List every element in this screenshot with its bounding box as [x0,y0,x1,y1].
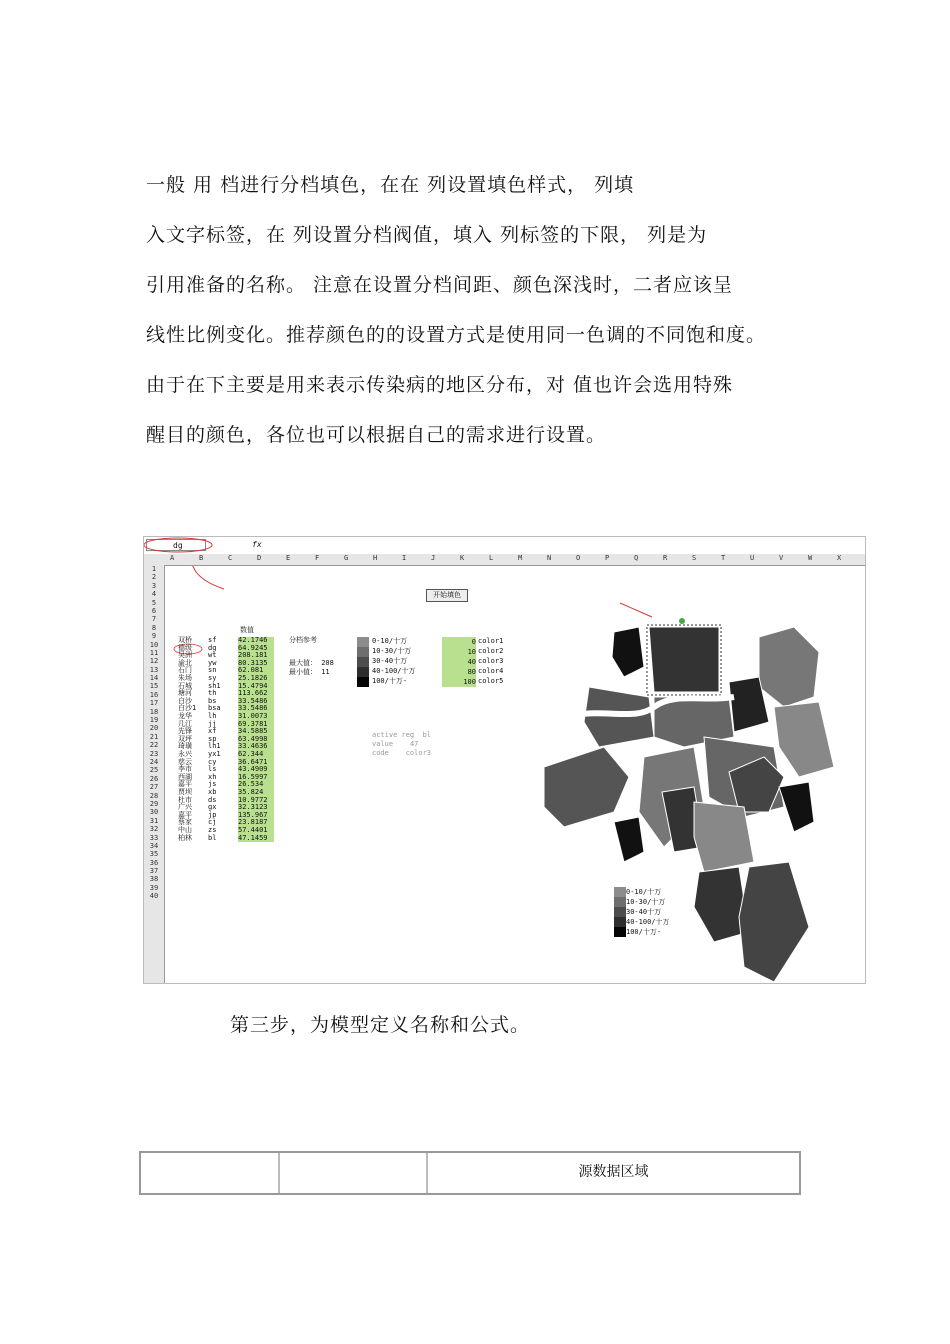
region-name[interactable]: 永兴 [178,750,192,758]
column-letter: O [576,554,581,562]
legend-swatch [614,917,626,927]
bin-swatch [357,647,369,657]
region-value[interactable]: 69.3781 [238,721,274,729]
region-name[interactable]: 双坪 [178,734,192,743]
bin-threshold: 100 [442,677,476,687]
region-code[interactable]: jj [208,719,217,728]
row-number: 34 [149,841,159,850]
bin-label: 40-100/十万 [372,667,416,675]
region-code[interactable]: zs [208,826,217,834]
region-name[interactable]: 龙华 [178,712,192,720]
region-code[interactable]: jp [208,810,217,819]
region-name[interactable]: 吴洲 [178,651,192,660]
region-name[interactable]: 双桥 [178,636,192,644]
column-letter: C [228,554,233,562]
column-letter: M [518,554,523,562]
map-region [584,687,654,747]
row-number: 38 [149,875,159,884]
column-letter: V [779,554,784,562]
region-name[interactable]: 渝北 [178,658,192,667]
row-number: 29 [149,799,159,808]
column-letter: Q [634,554,639,562]
region-value[interactable]: 80.3135 [238,660,274,668]
row-number: 11 [149,648,159,657]
region-name[interactable]: 嘉平 [178,810,192,819]
region-value[interactable]: 47.1459 [238,835,274,843]
region-value[interactable]: 113.662 [238,690,274,698]
column-letter: P [605,554,610,562]
row-number: 10 [149,640,159,649]
region-value[interactable]: 63.4998 [238,736,274,744]
step-caption: 第三步，为模型定义名称和公式。 [230,1014,531,1036]
region-value[interactable]: 26.534 [238,781,274,789]
spreadsheet-screenshot [143,536,866,984]
bin-code: color2 [478,647,504,655]
column-letter: A [170,554,175,562]
map-legend-item [614,897,670,907]
red-circle-annotation [144,538,212,552]
region-name[interactable]: 先锋 [178,727,192,736]
region-name[interactable]: 柏林 [178,833,192,842]
column-letter: I [402,554,407,562]
row-number: 5 [151,598,157,607]
fendang-label: 分档参考 [289,636,317,644]
row-number: 22 [149,741,159,750]
region-name[interactable]: 白沙 [178,696,192,705]
legend-label: 40-100/十万 [626,918,670,926]
legend-swatch [614,927,626,937]
legend-label: 100/十万- [626,928,662,936]
legend-swatch [614,907,626,917]
legend-swatch [614,897,626,907]
region-name[interactable]: 蔡家 [178,818,192,827]
bin-label: 100/十万- [372,677,408,685]
definition-table [139,1151,801,1195]
paragraph-line: 一般 用 档进行分档填色，在在 列设置填色样式， 列填 [146,174,635,196]
region-value[interactable]: 31.0073 [238,713,274,721]
bin-swatch [357,637,369,647]
row-number: 27 [149,783,159,792]
column-letter: E [286,554,291,562]
region-code[interactable]: xf [208,727,217,736]
column-letter: W [808,554,813,562]
region-code[interactable]: js [208,780,217,789]
bin-code: color1 [478,637,504,645]
table-cell [141,1153,280,1193]
region-name[interactable]: 中山 [178,826,192,834]
map-legend-item [614,917,670,927]
region-value[interactable]: 23.8187 [238,819,274,827]
region-code[interactable]: xb [208,788,217,796]
region-code[interactable]: bs [208,696,217,705]
row-number: 8 [151,623,157,632]
row-number: 20 [149,724,159,733]
row-number: 9 [151,632,157,641]
row-number: 25 [149,766,159,775]
region-value[interactable]: 25.1826 [238,675,274,683]
region-value[interactable]: 34.5885 [238,728,274,736]
region-name[interactable]: 慈云 [178,757,192,766]
region-code[interactable]: lh1 [208,742,221,751]
map-region [759,627,819,707]
map-legend-item [614,907,670,917]
row-number: 36 [149,858,159,867]
map-region [694,802,754,872]
row-number: 33 [149,833,159,842]
min-label: 最小值： 11 [289,668,330,676]
data-header: 数值 [240,626,254,634]
bin-threshold: 0 [442,637,476,647]
row-number: 23 [149,749,159,758]
row-number: 3 [151,581,157,590]
legend-swatch [614,887,626,897]
row-number: 35 [149,850,159,859]
row-number: 14 [149,674,159,683]
column-letter: R [663,554,668,562]
row-number: 1 [151,565,157,573]
region-value[interactable]: 33.5486 [238,705,274,713]
column-letter: B [199,554,204,562]
row-number: 16 [149,690,159,699]
region-value[interactable]: 35.824 [238,789,274,797]
column-letter: J [431,554,436,562]
region-value[interactable]: 64.9245 [238,645,274,653]
row-number: 2 [151,573,157,582]
region-name[interactable]: 德级 [178,643,192,652]
region-value[interactable]: 42.1746 [238,637,274,645]
row-number: 21 [149,732,159,741]
row-number: 32 [149,825,159,834]
column-letter: D [257,554,262,562]
row-number: 17 [149,699,159,708]
region-code[interactable]: ls [208,765,217,774]
region-value[interactable]: 36.6471 [238,759,274,767]
start-fill-button[interactable]: 开始填色 [426,589,468,602]
bin-swatch [357,657,369,667]
row-number: 31 [149,816,159,825]
bin-threshold: 80 [442,667,476,677]
row-number: 39 [149,883,159,892]
bin-code: color3 [478,657,504,665]
region-name[interactable]: 广兴 [178,803,192,812]
column-letter: H [373,554,378,562]
region-name[interactable]: 塘河 [178,689,192,698]
map-region [612,627,644,677]
rotate-handle [679,618,685,624]
column-letter: N [547,554,552,562]
map-region [614,817,644,862]
region-value[interactable]: 135.967 [238,812,274,820]
map-region [544,747,629,827]
region-name[interactable]: 琦璜 [178,742,192,751]
map-region [739,862,809,982]
region-name[interactable]: 西湖 [178,772,192,781]
region-code[interactable]: cj [208,818,217,827]
row-number: 28 [149,791,159,800]
column-letter: F [315,554,320,562]
row-number: 6 [151,606,157,615]
map-legend [614,887,670,937]
choropleth-map [544,597,844,982]
row-number: 30 [149,808,159,817]
region-code[interactable]: yw [208,658,217,667]
bin-threshold: 10 [442,647,476,657]
region-name[interactable]: 贾坝 [178,788,192,796]
region-code[interactable]: sf [208,636,217,644]
region-name[interactable]: 几江 [178,719,192,728]
region-value[interactable]: 208.181 [238,652,274,660]
bin-threshold: 40 [442,657,476,667]
bin-label: 10-30/十万 [372,647,412,655]
region-code[interactable]: cy [208,757,217,766]
column-letter: S [692,554,697,562]
paragraph-line: 由于在下主要是用来表示传染病的地区分布，对 值也许会选用特殊 [146,374,734,396]
row-number: 26 [149,774,159,783]
name-box: dg [146,539,206,551]
bin-label: 30-40十万 [372,657,408,665]
region-code[interactable]: gx [208,803,217,812]
region-value[interactable]: 33.4636 [238,743,274,751]
paragraph-line: 线性比例变化。推荐颜色的的设置方式是使用同一色调的不同饱和度。 [146,324,767,346]
column-letter: U [750,554,755,562]
column-letter: X [837,554,842,562]
bin-swatch [357,667,369,677]
region-name[interactable]: 杜市 [178,795,192,804]
region-code[interactable]: bsa [208,704,221,713]
region-value[interactable]: 32.3123 [238,804,274,812]
region-code[interactable]: sh1 [208,681,221,690]
fx-icon: fx [252,540,262,549]
bin-swatch [357,677,369,687]
region-value[interactable]: 43.4909 [238,766,274,774]
region-value[interactable]: 33.5486 [238,698,274,706]
region-code[interactable]: yx1 [208,750,221,758]
row-number: 12 [149,657,159,666]
region-code[interactable]: lh [208,712,217,720]
region-code[interactable]: sp [208,734,217,743]
row-number: 7 [151,615,157,624]
column-header [144,554,865,566]
legend-label: 10-30/十万 [626,898,666,906]
row-number: 37 [149,867,159,876]
table-cell [280,1153,428,1193]
bin-label: 0-10/十万 [372,637,408,645]
region-name[interactable]: 嘉平 [178,780,192,789]
table-cell: 源数据区域 [578,1164,649,1180]
bin-code: color4 [478,667,504,675]
max-label: 最大值： 208 [289,659,334,667]
body-paragraph [146,160,826,460]
active-info: active reg bl value 47 code color3 [372,731,432,757]
region-code[interactable]: wt [208,651,217,660]
paragraph-line: 醒目的颜色，各位也可以根据自己的需求进行设置。 [146,424,607,446]
row-number: 18 [149,707,159,716]
region-code[interactable]: dg [208,643,217,652]
row-number: 19 [149,716,159,725]
region-name[interactable]: 石门 [178,666,192,675]
paragraph-line: 引用准备的名称。 注意在设置分档间距、颜色深浅时，二者应该呈 [146,274,734,296]
map-region-selected [649,627,719,692]
region-value[interactable]: 62.081 [238,667,274,675]
row-number: 24 [149,757,159,766]
region-value[interactable]: 16.5997 [238,774,274,782]
row-number: 40 [149,892,159,901]
region-code[interactable]: sy [208,674,217,682]
region-code[interactable]: ds [208,795,217,804]
region-code[interactable]: xh [208,772,217,781]
region-name[interactable]: 白沙1 [178,704,197,713]
column-letter: K [460,554,465,562]
column-letter: L [489,554,494,562]
region-value[interactable]: 15.4794 [238,683,274,691]
row-number: 15 [149,682,159,691]
map-region [774,702,834,777]
region-value[interactable]: 10.9772 [238,797,274,805]
region-name[interactable]: 朱场 [178,674,192,682]
region-code[interactable]: sn [208,666,217,675]
row-header [144,565,165,983]
region-code[interactable]: bl [208,833,217,842]
region-name[interactable]: 李市 [178,765,192,774]
row-number: 13 [149,665,159,674]
paragraph-line: 入文字标签，在 列设置分档阀值，填入 列标签的下限， 列是为 [146,224,708,246]
map-legend-item [614,927,670,937]
map-legend-item [614,887,670,897]
region-name[interactable]: 石城 [178,681,192,690]
region-code[interactable]: th [208,689,217,698]
region-value[interactable]: 62.344 [238,751,274,759]
column-letter: G [344,554,349,562]
bin-code: color5 [478,677,504,685]
legend-label: 0-10/十万 [626,888,662,896]
legend-label: 30-40十万 [626,908,662,916]
row-number: 4 [151,590,157,599]
region-value[interactable]: 57.4401 [238,827,274,835]
column-letter: T [721,554,726,562]
